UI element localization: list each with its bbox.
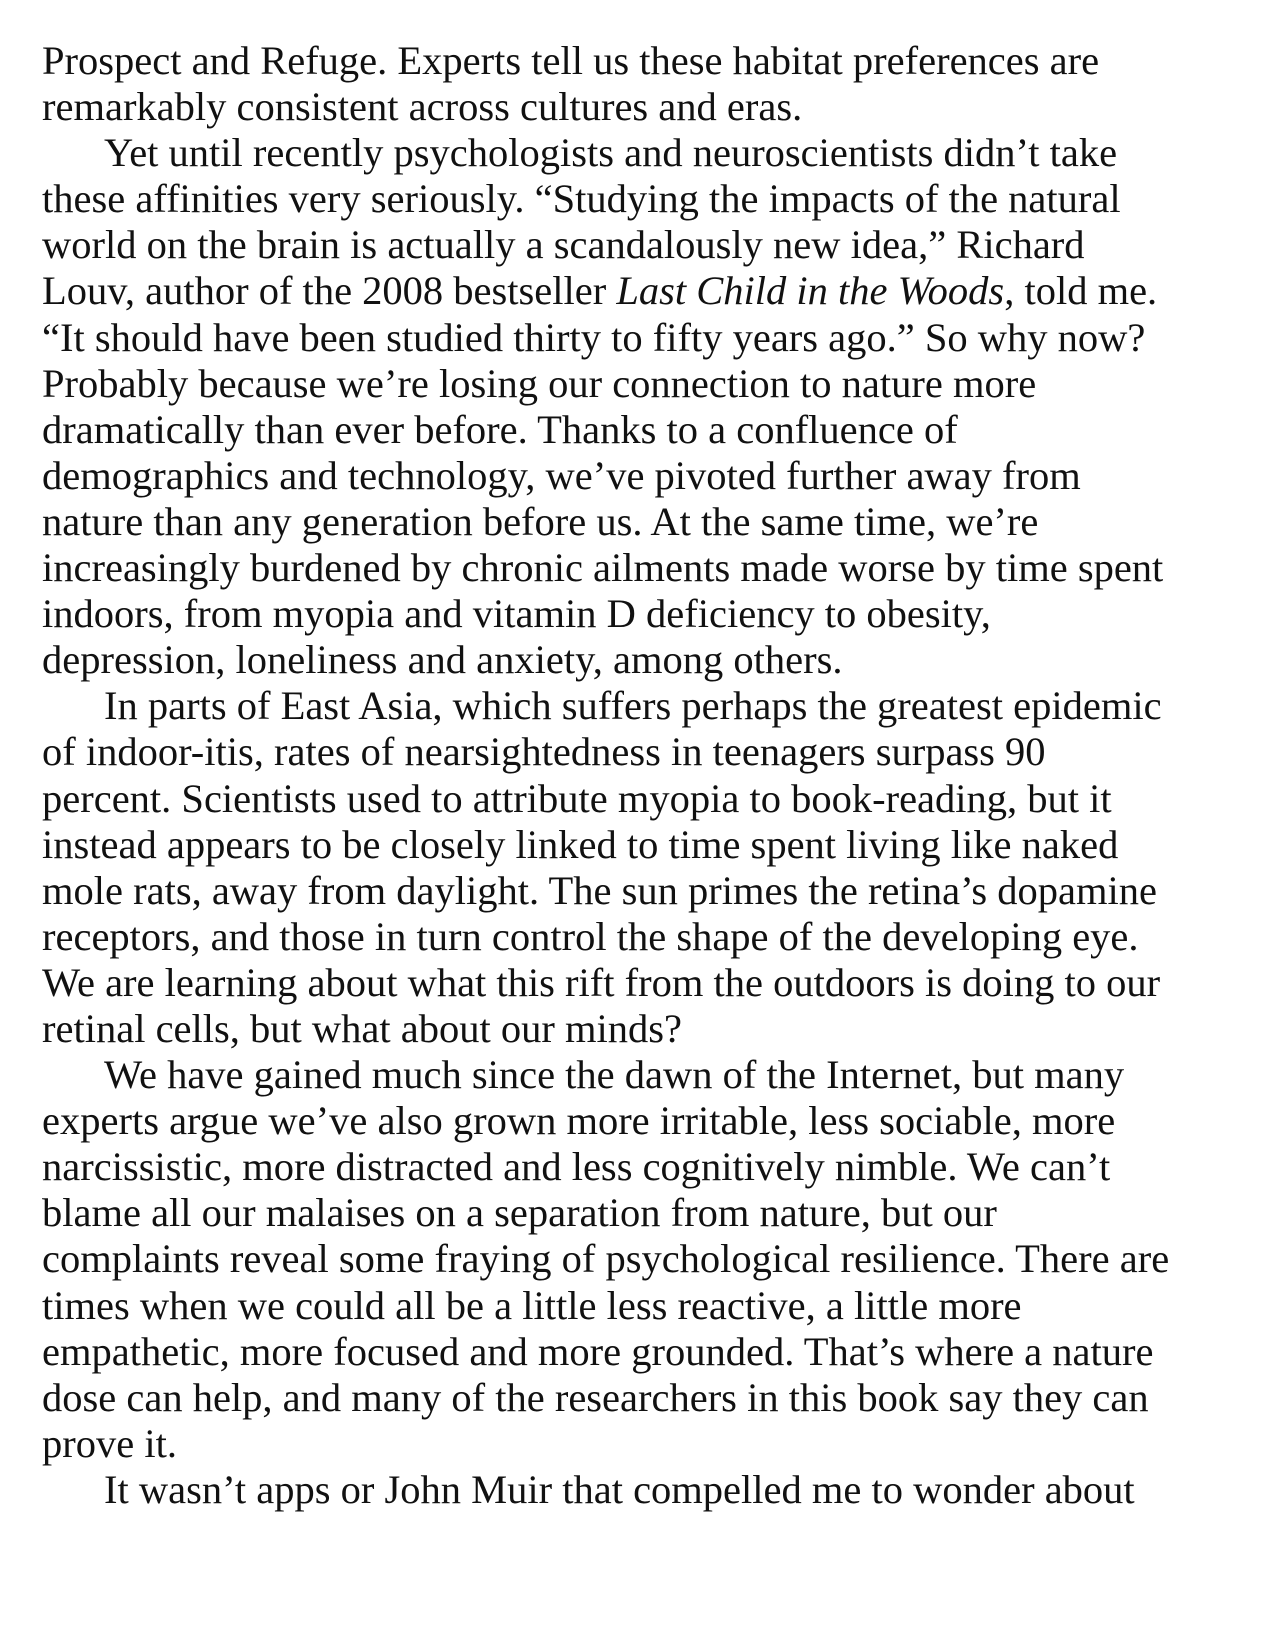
text-line: narcissistic, more distracted and less cognitively nimble. We can’t bbox=[42, 1144, 1111, 1190]
text-line: prove it. bbox=[42, 1420, 177, 1466]
text-line: Yet until recently psychologists and neuroscientists didn’t take bbox=[104, 130, 1118, 176]
text-line: world on the brain is actually a scandalously new idea,” Richard bbox=[42, 222, 1085, 268]
text-line-with-title bbox=[42, 268, 1242, 314]
text-line: retinal cells, but what about our minds? bbox=[42, 1005, 682, 1051]
text-line: dramatically than ever before. Thanks to a confluence of bbox=[42, 406, 958, 452]
text-line: depression, loneliness and anxiety, among others. bbox=[42, 637, 843, 683]
text-line: complaints reveal some fraying of psychological resilience. There are bbox=[42, 1236, 1170, 1282]
text-line: dose can help, and many of the researchers in this book say they can bbox=[42, 1374, 1149, 1420]
text-line: times when we could all be a little less reactive, a little more bbox=[42, 1282, 1022, 1328]
text-line: empathetic, more focused and more grounded. That’s where a nature bbox=[42, 1328, 1154, 1374]
paragraph-5 bbox=[42, 1467, 1242, 1513]
text-line: We have gained much since the dawn of the Internet, but many bbox=[104, 1052, 1125, 1098]
book-title: Last Child in the Woods bbox=[616, 268, 1005, 314]
text-line: mole rats, away from daylight. The sun primes the retina’s dopamine bbox=[42, 867, 1157, 913]
document-page bbox=[42, 38, 1242, 1618]
paragraph-1 bbox=[42, 38, 1242, 130]
text-line: “It should have been studied thirty to fifty years ago.” So why now? bbox=[42, 314, 1146, 360]
text-line: instead appears to be closely linked to time spent living like naked bbox=[42, 821, 1119, 867]
text-line: indoors, from myopia and vitamin D deficiency to obesity, bbox=[42, 591, 991, 637]
text-line: nature than any generation before us. At the same time, we’re bbox=[42, 498, 1039, 544]
text-line: We are learning about what this rift from the outdoors is doing to our bbox=[42, 959, 1161, 1005]
paragraph-3 bbox=[42, 683, 1242, 1052]
text-line: percent. Scientists used to attribute myopia to book-reading, but it bbox=[42, 775, 1112, 821]
text-line: remarkably consistent across cultures and eras. bbox=[42, 84, 803, 130]
text-segment: Louv, author of the 2008 bestseller bbox=[42, 268, 617, 314]
text-segment: , told me. bbox=[1004, 268, 1158, 314]
text-line: It wasn’t apps or John Muir that compelled me to wonder about bbox=[104, 1466, 1135, 1512]
text-line: demographics and technology, we’ve pivoted further away from bbox=[42, 452, 1081, 498]
text-line: receptors, and those in turn control the shape of the developing eye. bbox=[42, 913, 1139, 959]
text-line: Probably because we’re losing our connection to nature more bbox=[42, 360, 1037, 406]
text-line: these affinities very seriously. “Studying the impacts of the natural bbox=[42, 176, 1121, 222]
text-line: In parts of East Asia, which suffers perhaps the greatest epidemic bbox=[104, 683, 1162, 729]
text-line: experts argue we’ve also grown more irritable, less sociable, more bbox=[42, 1098, 1116, 1144]
text-line: blame all our malaises on a separation from nature, but our bbox=[42, 1190, 997, 1236]
text-line: increasingly burdened by chronic ailments made worse by time spent bbox=[42, 545, 1164, 591]
paragraph-2 bbox=[42, 130, 1242, 683]
text-line: of indoor-itis, rates of nearsightedness in teenagers surpass 90 bbox=[42, 729, 1046, 775]
paragraph-4 bbox=[42, 1052, 1242, 1467]
text-line: Prospect and Refuge. Experts tell us these habitat preferences are bbox=[42, 38, 1100, 83]
